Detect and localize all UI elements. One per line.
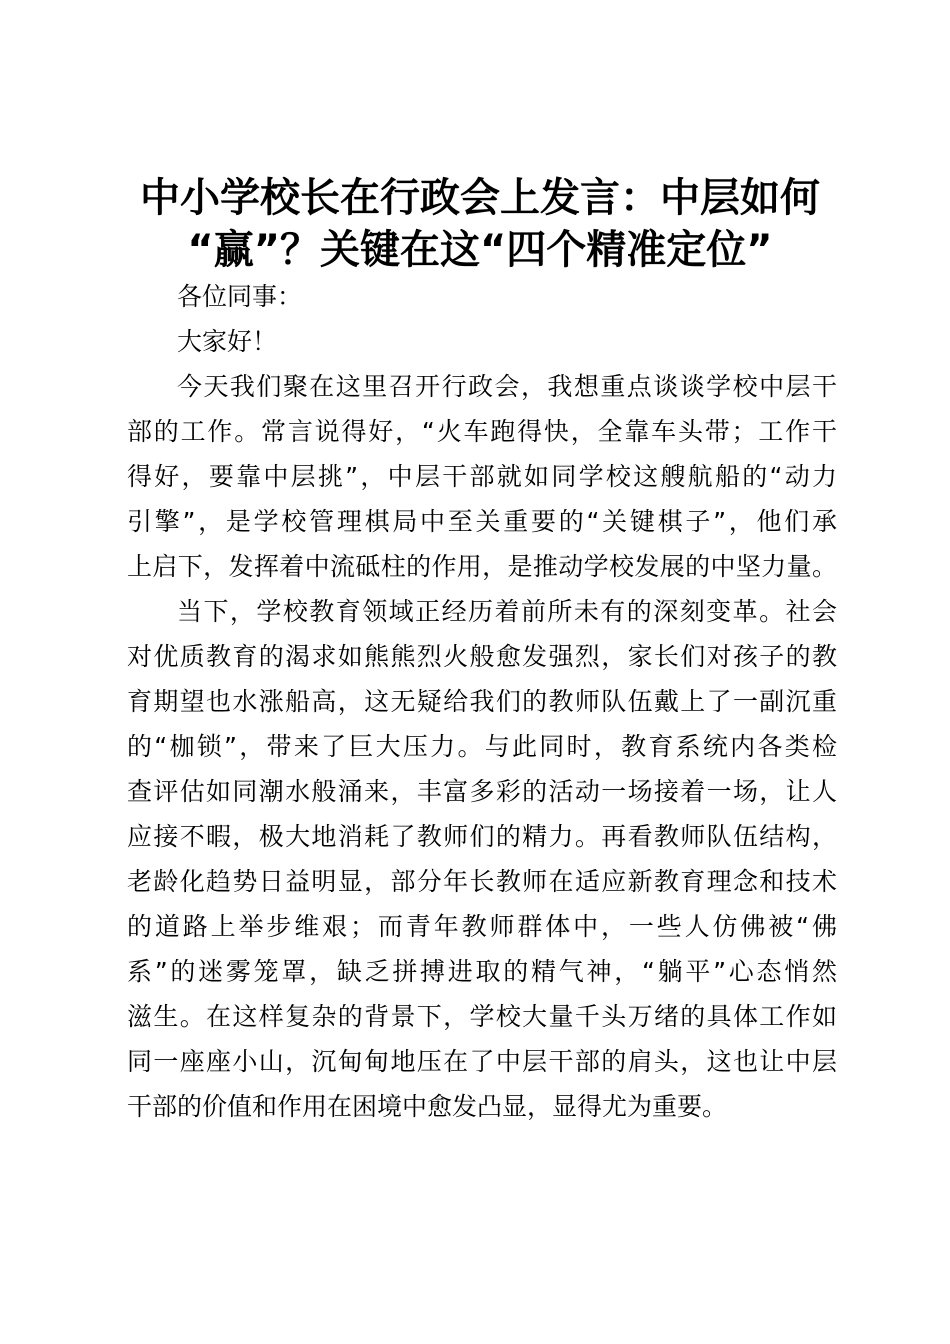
paragraph-1-line: 得好，要靠中层挑”，中层干部就如同学校这艘航船的“动力 xyxy=(127,462,837,491)
paragraph-2-line: 同一座座小山，沉甸甸地压在了中层干部的肩头，这也让中层 xyxy=(127,1047,837,1076)
paragraph-2-line: 查评估如同潮水般涌来，丰富多彩的活动一场接着一场，让人 xyxy=(127,777,837,806)
paragraph-1-line: 引擎”，是学校管理棋局中至关重要的“关键棋子”，他们承 xyxy=(127,507,837,536)
paragraph-2-line: 育期望也水涨船高，这无疑给我们的教师队伍戴上了一副沉重 xyxy=(127,687,837,716)
document-title-line-2: “赢”？关键在这“四个精准定位” xyxy=(187,227,773,273)
paragraph-2-line: 的“枷锁”，带来了巨大压力。与此同时，教育系统内各类检 xyxy=(127,732,837,761)
greeting: 大家好！ xyxy=(177,327,278,356)
document-title-line-1: 中小学校长在行政会上发言：中层如何 xyxy=(140,175,820,221)
paragraph-1-line: 上启下，发挥着中流砥柱的作用，是推动学校发展的中坚力量。 xyxy=(127,552,837,581)
paragraph-2-line: 老龄化趋势日益明显，部分年长教师在适应新教育理念和技术 xyxy=(127,867,837,896)
paragraph-2-line: 对优质教育的渴求如熊熊烈火般愈发强烈，家长们对孩子的教 xyxy=(127,642,837,671)
paragraph-2-line: 系”的迷雾笼罩，缺乏拼搏进取的精气神，“躺平”心态悄然 xyxy=(127,957,837,986)
paragraph-1-line: 部的工作。常言说得好，“火车跑得快，全靠车头带；工作干 xyxy=(127,417,837,446)
paragraph-2-line: 应接不暇，极大地消耗了教师们的精力。再看教师队伍结构， xyxy=(127,822,837,851)
paragraph-2-line: 当下，学校教育领域正经历着前所未有的深刻变革。社会 xyxy=(177,597,837,626)
salutation: 各位同事： xyxy=(177,282,303,311)
paragraph-2-line: 的道路上举步维艰；而青年教师群体中，一些人仿佛被“佛 xyxy=(127,912,837,941)
paragraph-1-line: 今天我们聚在这里召开行政会，我想重点谈谈学校中层干 xyxy=(177,372,837,401)
paragraph-2-line: 滋生。在这样复杂的背景下，学校大量千头万绪的具体工作如 xyxy=(127,1002,837,1031)
paragraph-2-line: 干部的价值和作用在困境中愈发凸显，显得尤为重要。 xyxy=(127,1092,728,1121)
